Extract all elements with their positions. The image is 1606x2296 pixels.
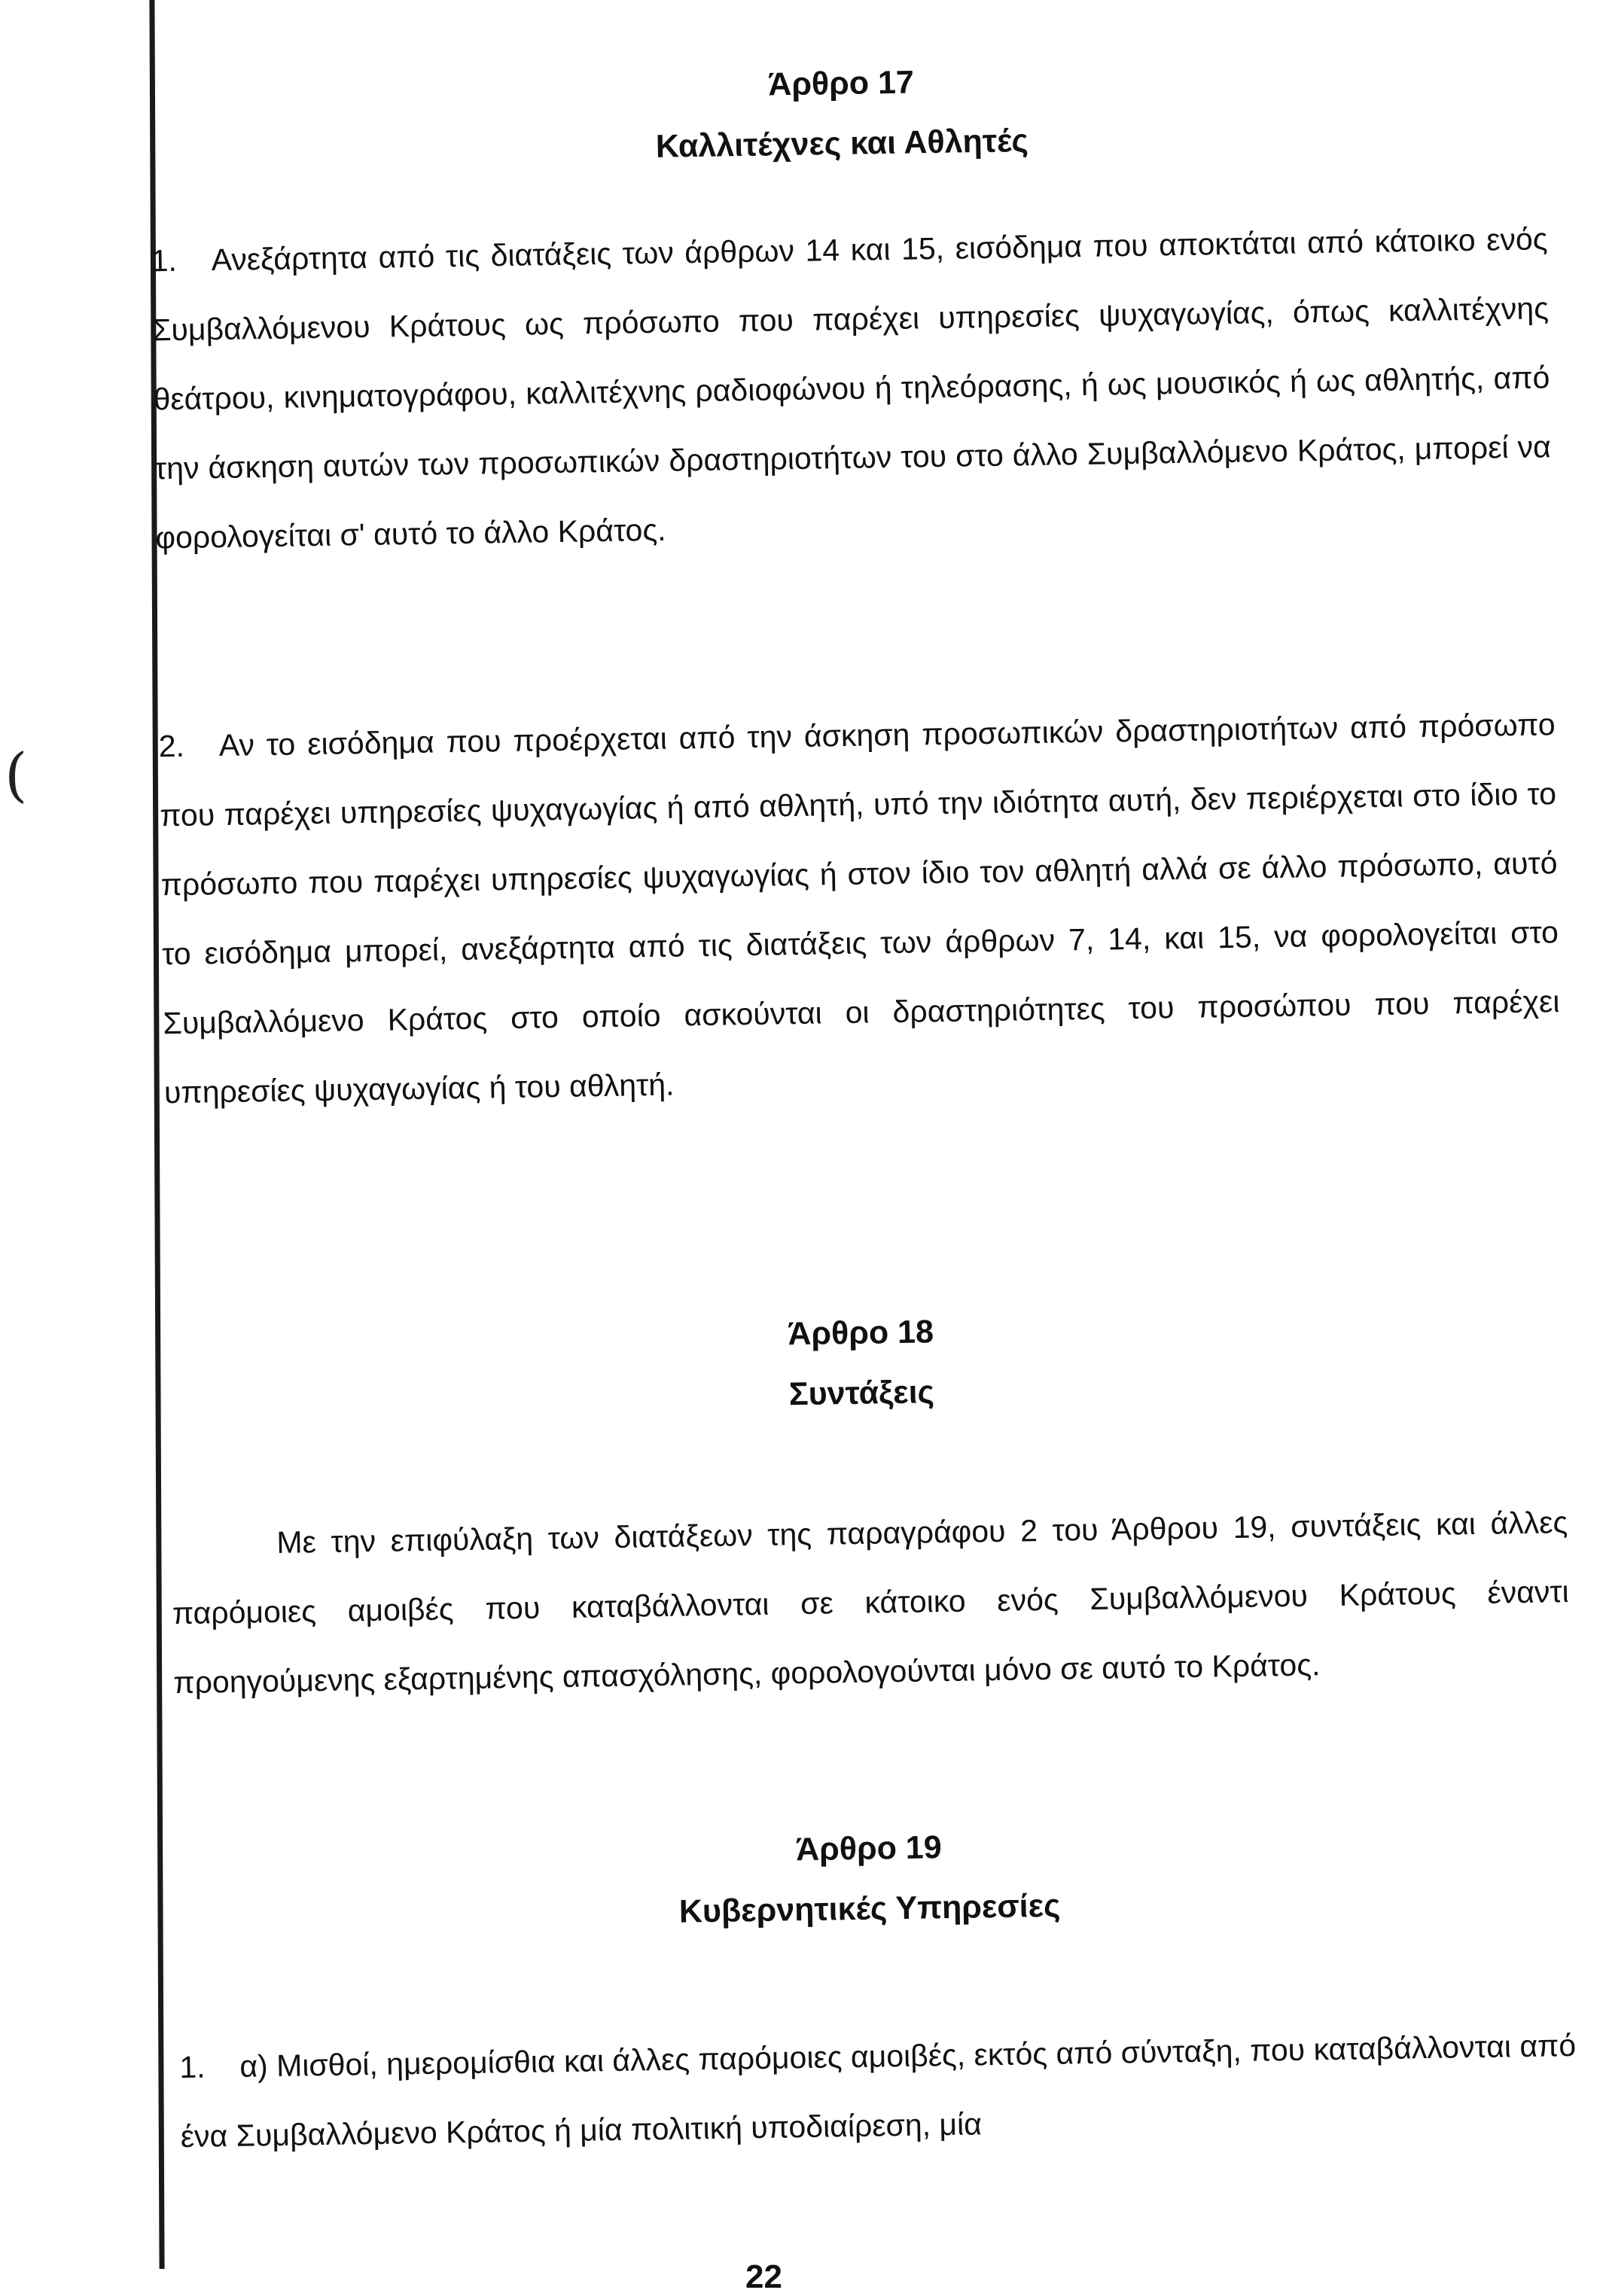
margin-bracket: ( xyxy=(5,741,28,809)
paragraph-number: 1. xyxy=(178,2049,206,2085)
article-17-heading xyxy=(126,42,1558,185)
article-19-subtitle: Κυβερνητικές Υπηρεσίες xyxy=(678,1887,1061,1930)
article-17-paragraph-1 xyxy=(151,204,1553,572)
article-18-title: Άρθρο 18 xyxy=(788,1314,934,1353)
paragraph-text: α) Μισθοί, ημερομίσθια και άλλες παρόμοιες αμοιβές, εκτός από σύνταξη, που καταβάλλονται από ένα Συμβαλλόμενο Κράτος ή μία πολιτική υποδιαίρεση, μία xyxy=(180,2027,1577,2154)
article-19-title: Άρθρο 19 xyxy=(795,1829,943,1868)
article-17-paragraph-2 xyxy=(158,690,1561,1127)
article-18-subtitle: Συντάξεις xyxy=(788,1374,935,1413)
paragraph-text: Αν το εισόδημα που προέρχεται από την άσκηση προσωπικών δραστηριοτήτων από πρόσωπο που παρέχει υπηρεσίες ψυχαγωγίας ή από αθλητή, υπό την ιδιότητα αυτή, δεν περιέρχεται στο ίδιο το πρόσωπο που παρέχει υπηρεσίες ψυχαγωγίας ή στον ίδιο τον αθλητή αλλά σε άλλο πρόσωπο, αυτό το εισόδημα μπορεί, ανεξάρτητα από τις διατάξεις των άρθρων 7, 14, και 15, να φορολογείται στο Συμβαλλόμενο Κράτος στο οποίο ασκούνται οι δραστηριότητες του προσώπου που παρέχει υπηρεσίες ψυχαγωγίας ή του αθλητή. xyxy=(159,707,1560,1110)
article-19-paragraph-1 xyxy=(179,2011,1578,2171)
page-number: 22 xyxy=(745,2258,782,2295)
document-page xyxy=(126,42,1577,2154)
article-17-title: Άρθρο 17 xyxy=(767,64,915,103)
article-18-heading xyxy=(145,1292,1577,1435)
article-19-heading xyxy=(153,1807,1585,1950)
paragraph-number: 2. xyxy=(158,728,185,764)
paragraph-text: Ανεξάρτητα από τις διατάξεις των άρθρων 14 και 15, εισόδημα που αποκτάται από κάτοικο ενός Συμβαλλόμενου Κράτους ως πρόσωπο που παρέχει υπηρεσίες ψυχαγωγίας, όπως καλλιτέχνης θεάτρου, κινηματογράφου, καλλιτέχνης ραδιοφώνου ή τηλεόρασης, ή ως μουσικός ή ως αθλητής, από την άσκηση αυτών των προσωπικών δραστηριοτήτων του στο άλλο Συμβαλλόμενο Κράτος, μπορεί να φορολογείται σ' αυτό το άλλο Κράτος. xyxy=(151,221,1552,556)
paragraph-number: 1. xyxy=(151,242,178,279)
article-17-subtitle: Καλλιτέχνες και Αθλητές xyxy=(655,123,1029,165)
article-18-paragraph-1 xyxy=(171,1488,1571,1717)
paragraph-text: Με την επιφύλαξη των διατάξεων της παραγράφου 2 του Άρθρου 19, συντάξεις και άλλες παρόμοιες αμοιβές που καταβάλλονται σε κάτοικο ενός Συμβαλλόμενου Κράτους έναντι προηγούμενης εξαρτημένης απασχόλησης, φορολογούνται μόνο σε αυτό το Κράτος. xyxy=(172,1505,1570,1701)
